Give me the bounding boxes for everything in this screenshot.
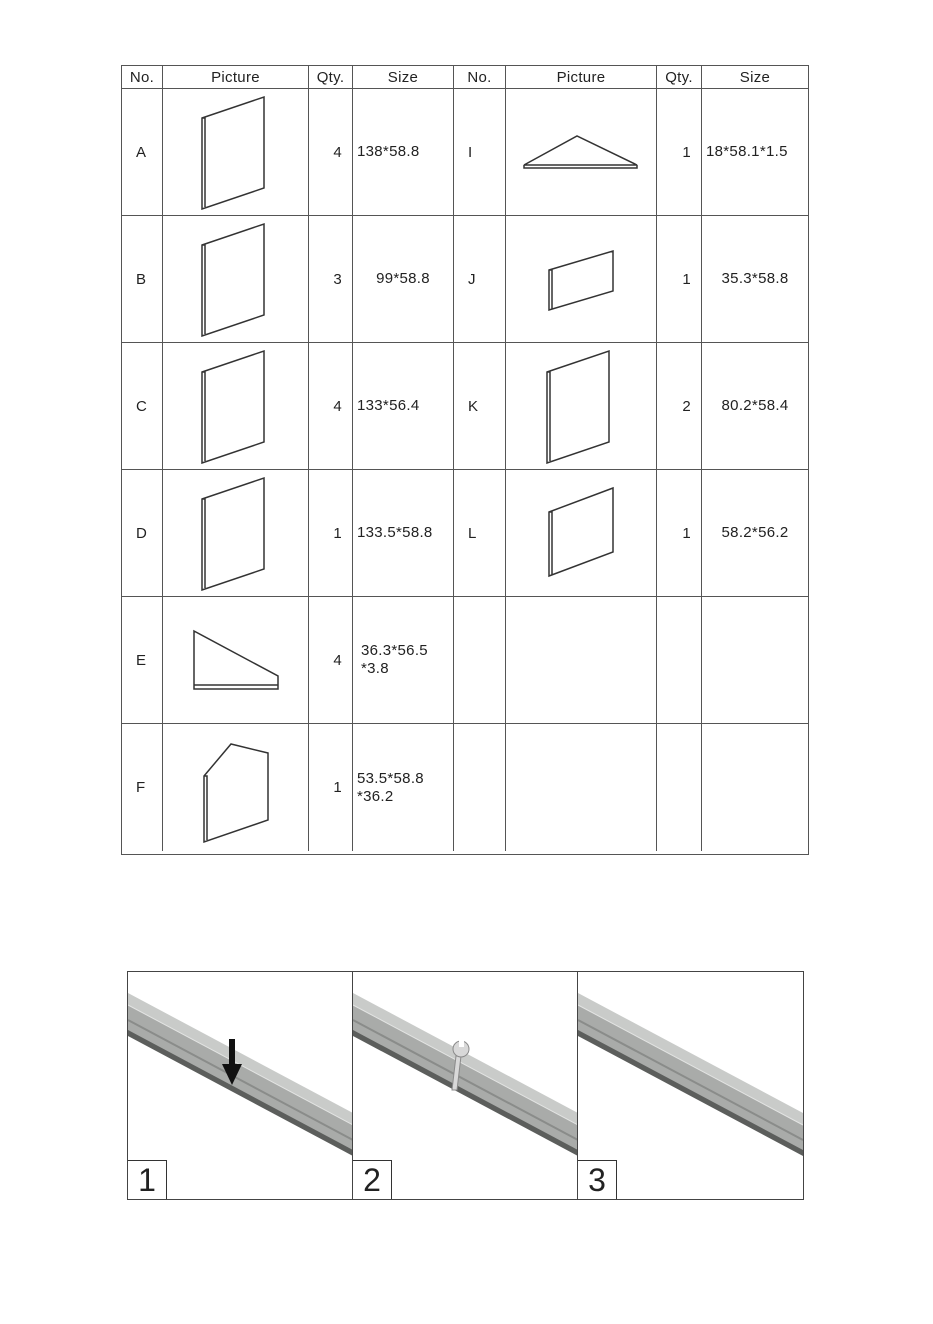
triangle-panel-icon [163,597,309,724]
part-no: A [122,89,163,216]
square-panel-icon [506,470,657,597]
part-qty [657,597,702,724]
header-size-left: Size [353,66,454,89]
header-qty-right: Qty. [657,66,702,89]
header-qty-left: Qty. [309,66,353,89]
tall-panel-icon [163,89,309,216]
header-no-left: No. [122,66,163,89]
tall-panel-icon [163,470,309,597]
small-panel-icon [506,216,657,343]
header-picture-left: Picture [163,66,309,89]
part-size: 36.3*56.5 *3.8 [353,597,454,724]
part-size [702,724,808,851]
part-no: K [454,343,506,470]
part-no: D [122,470,163,597]
part-size: 58.2*56.2 [702,470,808,597]
step-panel-2 [353,972,578,1199]
part-qty: 1 [309,724,353,851]
part-no: I [454,89,506,216]
part-no: B [122,216,163,343]
part-qty: 4 [309,89,353,216]
part-size: 133*56.4 [353,343,454,470]
part-size: 133.5*58.8 [353,470,454,597]
part-qty [657,724,702,851]
part-qty: 4 [309,597,353,724]
header-no-right: No. [454,66,506,89]
step-number: 2 [353,1160,392,1199]
tall-panel-icon [163,216,309,343]
part-qty: 2 [657,343,702,470]
part-size: 35.3*58.8 [702,216,808,343]
empty-picture [506,597,657,724]
part-qty: 1 [657,470,702,597]
roof-triangle-icon [506,89,657,216]
step-number: 3 [578,1160,617,1199]
header-size-right: Size [702,66,808,89]
gable-panel-icon [163,724,309,851]
part-size: 99*58.8 [353,216,454,343]
step-panel-1 [128,972,353,1199]
step-number: 1 [128,1160,167,1199]
part-size: 80.2*58.4 [702,343,808,470]
tall-panel-icon [506,343,657,470]
part-size: 53.5*58.8 *36.2 [353,724,454,851]
part-no [454,724,506,851]
part-size: 138*58.8 [353,89,454,216]
step-panel-3 [578,972,803,1199]
part-no: F [122,724,163,851]
empty-picture [506,724,657,851]
part-qty: 4 [309,343,353,470]
part-no [454,597,506,724]
part-no: C [122,343,163,470]
part-size [702,597,808,724]
part-size: 18*58.1*1.5 [702,89,808,216]
part-qty: 1 [309,470,353,597]
part-no: E [122,597,163,724]
assembly-steps [127,971,804,1200]
header-picture-right: Picture [506,66,657,89]
tall-panel-icon [163,343,309,470]
part-qty: 1 [657,89,702,216]
part-no: J [454,216,506,343]
part-qty: 1 [657,216,702,343]
parts-table [121,65,809,855]
part-no: L [454,470,506,597]
part-qty: 3 [309,216,353,343]
